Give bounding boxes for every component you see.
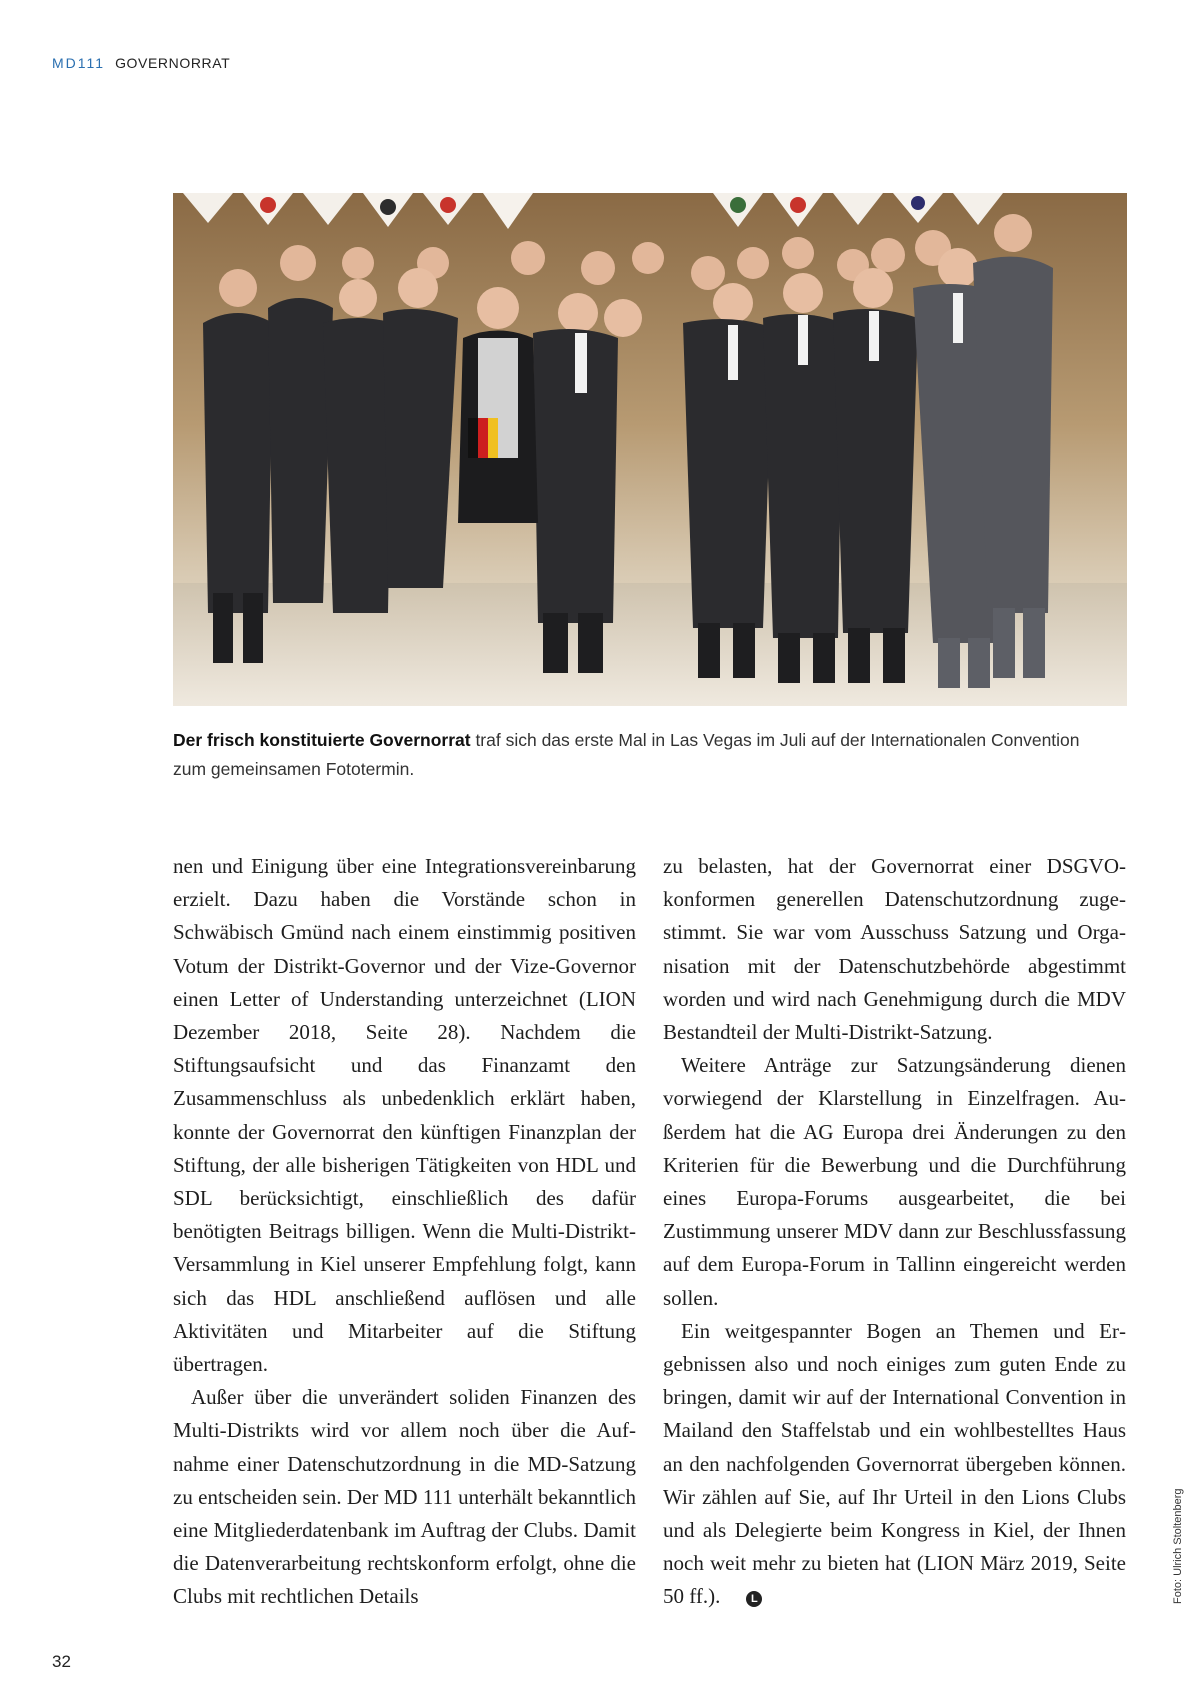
caption-lead: Der frisch konstituierte Governorrat (173, 730, 471, 750)
right-paragraph-3-text: Ein weitgespannter Bogen an Themen und Ergebnissen also und noch einiges zum guten Ende zu bringen, damit wir auf der International Convention in Mailand den Staffelstab und ein wohlbestelltes Haus an den nachfolgenden Governorrat übergeben können. Wir zählen auf Sie, auf Ihr Urteil in den Lions Clubs und als Delegierte beim Kongress in Kiel, der Ihnen noch weit mehr zu bieten hat (LION März 2019, Seite 50 ff.). (663, 1318, 1126, 1609)
right-text-column (663, 850, 1126, 1614)
page-number: 32 (52, 1652, 71, 1671)
section-label: MD111 (52, 55, 106, 71)
photo-credit: Foto: Ulrich Stoltenberg (1172, 1488, 1184, 1604)
left-paragraph-2: Außer über die unverändert soliden Finanzen des Multi-Distrikts wird vor allem noch über die Aufnahme einer Datenschutzordnung in die MD-Satzung zu entscheiden sein. Der MD 111 unterhält bekanntlich eine Mitgliederdatenbank im Auftrag der Clubs. Damit die Datenverarbeitung rechtskonform erfolgt, ohne die Clubs mit rechtlichen Details (173, 1385, 636, 1609)
lion-end-mark-icon: L (746, 1591, 762, 1607)
header-title: GOVERNORRAT (115, 55, 231, 71)
caption-text: traf sich das erste Mal in Las Vegas im Juli auf der Internationalen Convention zum gemeinsamen Fototermin. (173, 730, 1080, 779)
group-photo (173, 193, 1127, 706)
photo-caption (173, 726, 1113, 784)
right-paragraph-3 (663, 1315, 1126, 1614)
group-photo-illustration (173, 193, 1127, 706)
running-header (52, 55, 230, 71)
right-paragraph-1: zu belasten, hat der Governorrat einer DSGVO-konformen generellen Datenschutzordnung zugestimmt. Sie war vom Ausschuss Satzung und Organisation mit der Datenschutzbehörde abgestimmt worden und wird nach Genehmigung durch die MDV Bestandteil der Multi-Distrikt-Satzung. (663, 854, 1126, 1045)
left-text-column (173, 850, 636, 1614)
right-paragraph-2: Weitere Anträge zur Satzungsänderung dienen vorwiegend der Klarstellung in Einzelfragen. Außerdem hat die AG Europa drei Änderungen zu den Kriterien für die Bewerbung und die Durchführung eines Europa-Forums ausgearbeitet, die bei Zustimmung unserer MDV dann zur Beschlussfassung auf dem Europa-Forum in Tallinn eingereicht werden sollen. (663, 1053, 1126, 1310)
left-paragraph-1: nen und Einigung über eine Integrationsvereinbarung erzielt. Dazu haben die Vorstände schon in Schwäbisch Gmünd nach einem einstimmig positiven Votum der Distrikt-Governor und der Vize-Governor einen Letter of Understanding unterzeichnet (LION Dezember 2018, Seite 28). Nachdem die Stiftungsaufsicht und das Finanzamt den Zusammenschluss als unbedenklich erklärt haben, konnte der Governorrat den künftigen Finanzplan der Stiftung, der alle bisherigen Tätigkeiten von HDL und SDL berücksichtigt, einschließlich des dafür benötigten Beitrags billigen. Wenn die Multi-Distrikt-Versammlung in Kiel unserer Empfehlung folgt, kann sich das HDL anschließend auflösen und alle Aktivitäten und Mitarbeiter auf die Stiftung übertragen. (173, 854, 636, 1377)
